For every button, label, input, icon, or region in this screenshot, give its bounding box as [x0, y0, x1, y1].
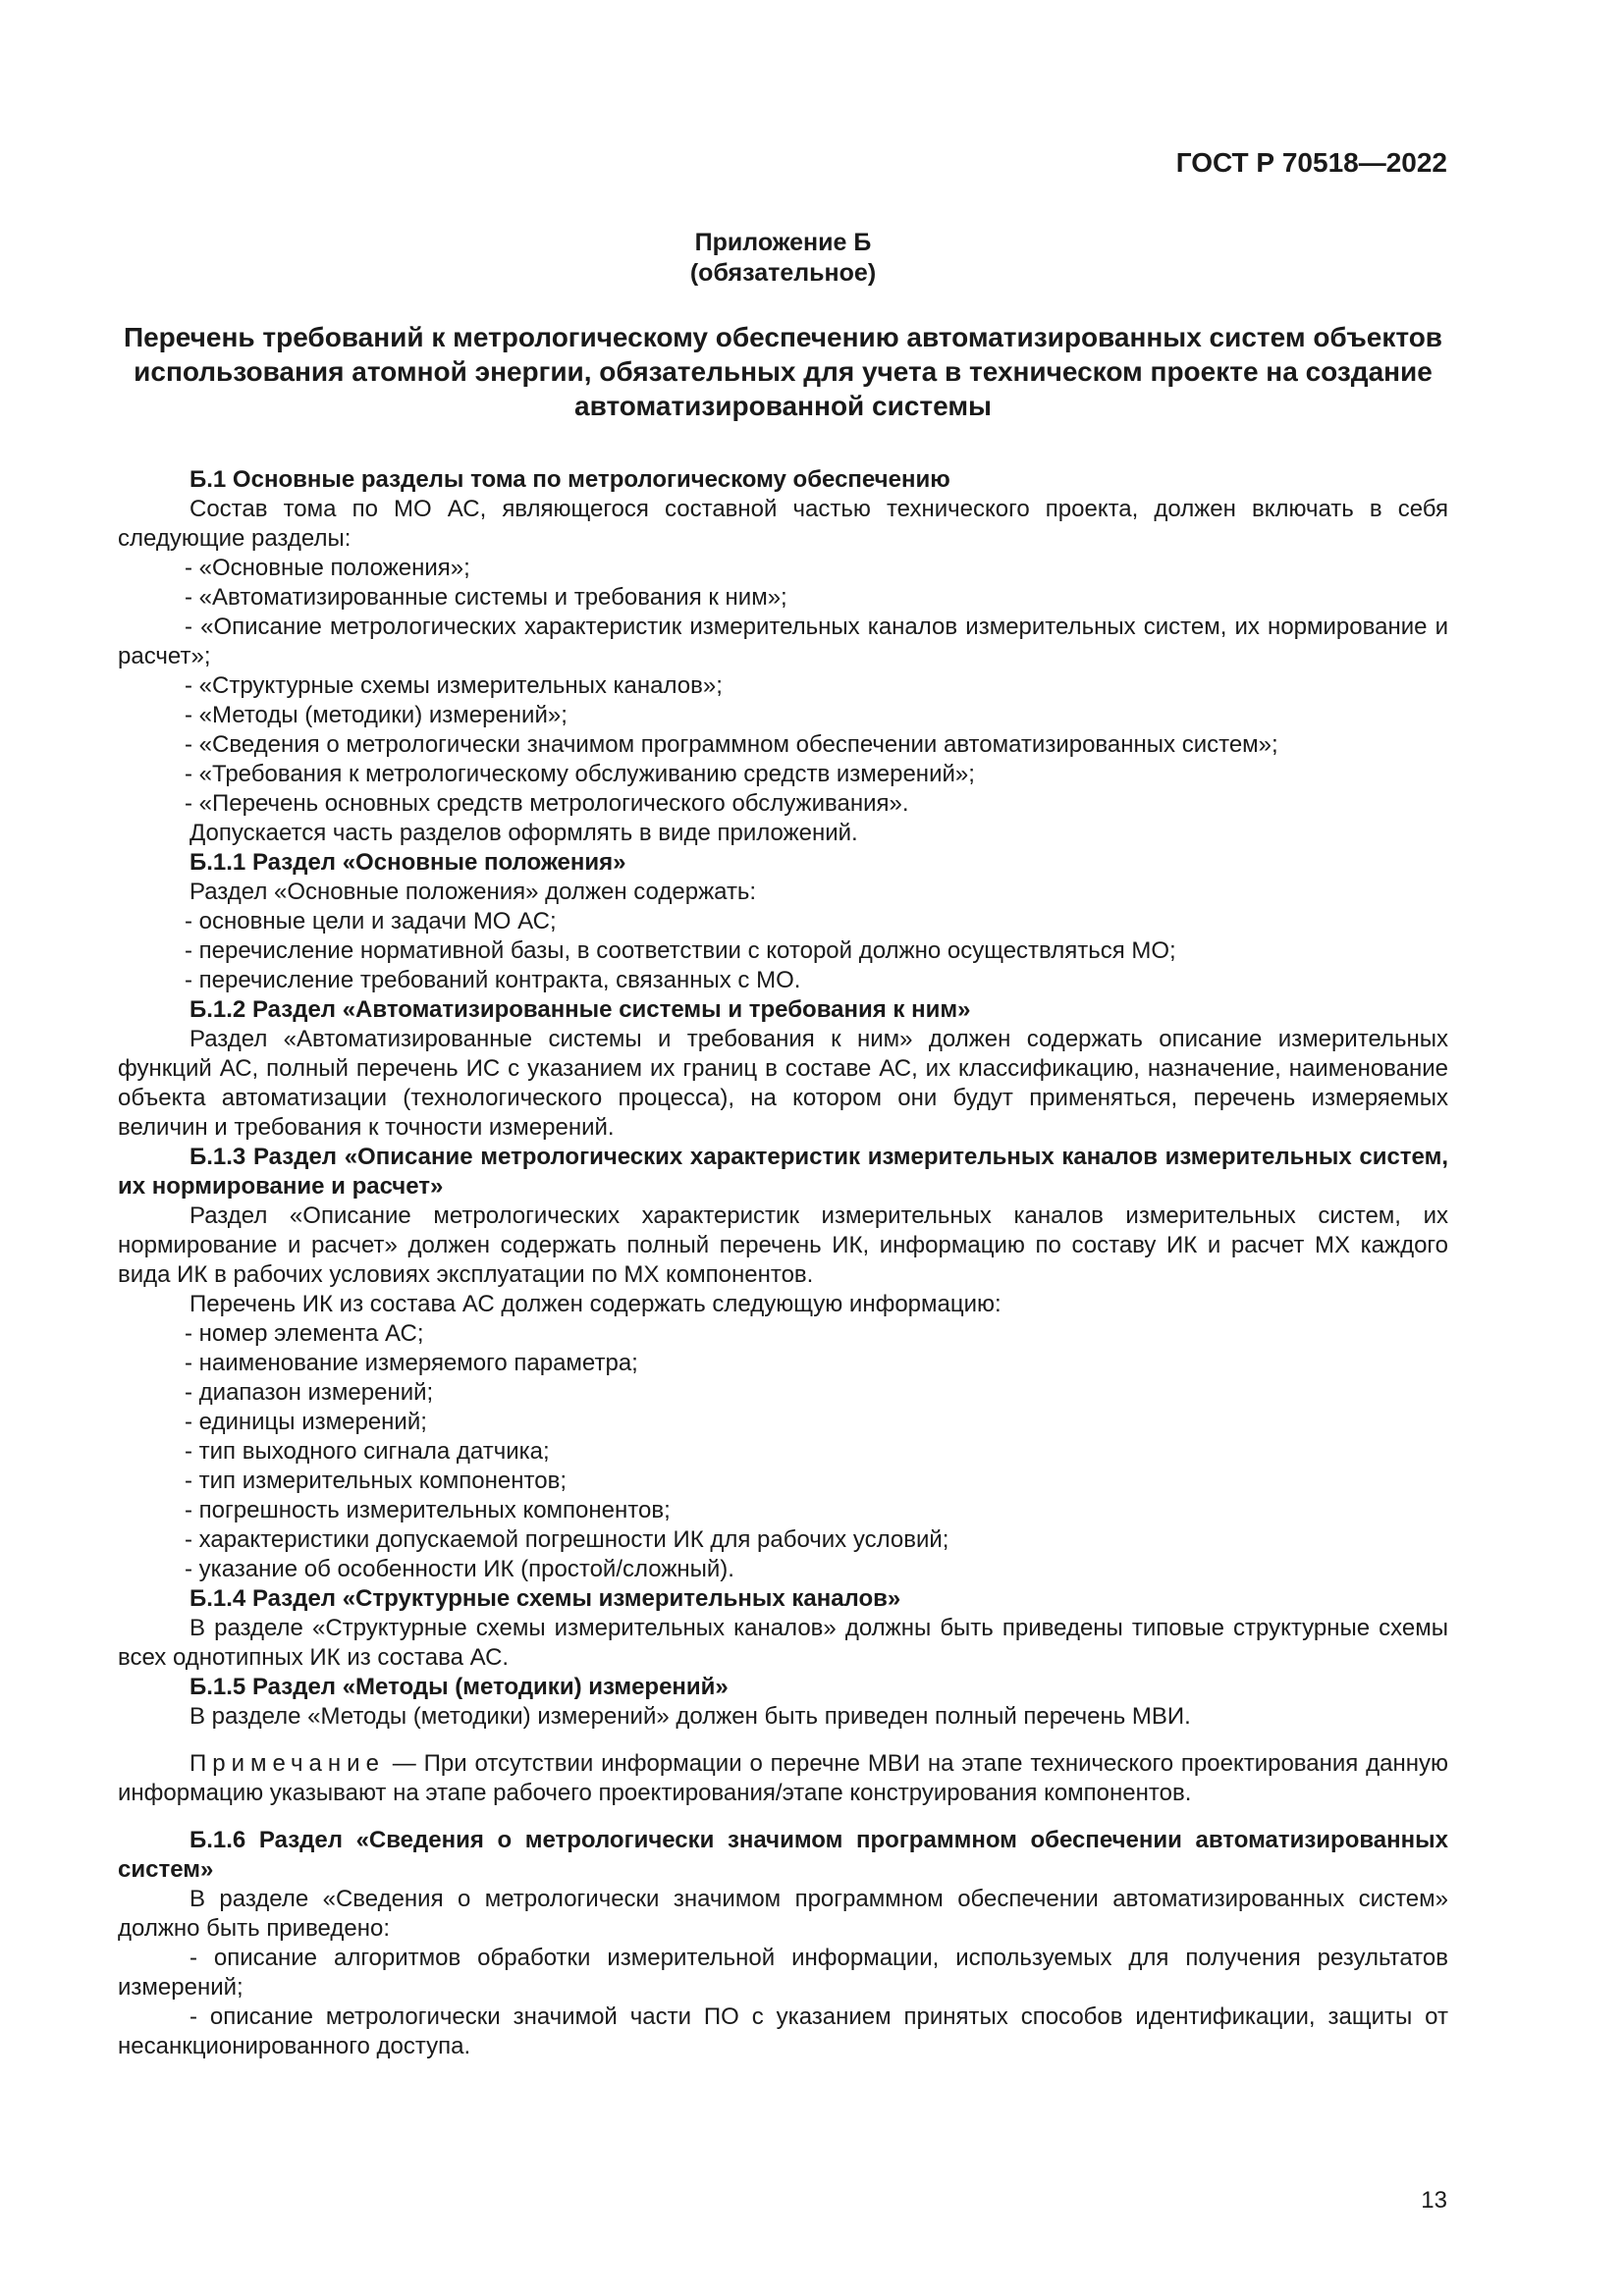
appendix-title-line: автоматизированной системы — [574, 391, 992, 421]
list-item: - описание метрологически значимой части ПО с указанием принятых способов идентификации, защиты от несанкционированного доступа. — [118, 2003, 1448, 2059]
document-code: ГОСТ Р 70518—2022 — [1175, 147, 1447, 178]
paragraph: Перечень ИК из состава АС должен содержать следующую информацию: — [189, 1291, 1001, 1317]
list-item: - «Сведения о метрологически значимом программном обеспечении автоматизированных систем»; — [185, 731, 1278, 758]
paragraph: Раздел «Основные положения» должен содержать: — [189, 879, 757, 905]
list-item: - перечисление нормативной базы, в соответствии с которой должно осуществляться МО; — [185, 937, 1176, 964]
paragraph: В разделе «Сведения о метрологически значимом программном обеспечении автоматизированных систем» должно быть приведено: — [118, 1886, 1448, 1942]
list-item: - перечисление требований контракта, связанных с МО. — [185, 967, 801, 993]
list-item: - наименование измеряемого параметра; — [185, 1350, 638, 1376]
list-item: - указание об особенности ИК (простой/сложный). — [185, 1556, 734, 1582]
page-number: 13 — [1421, 2187, 1447, 2214]
subsection-heading: Б.1.1 Раздел «Основные положения» — [189, 849, 626, 876]
subsection-heading: Б.1.3 Раздел «Описание метрологических характеристик измерительных каналов измерительных систем, их нормирование и расчет» — [118, 1144, 1448, 1200]
list-item: - «Автоматизированные системы и требования к ним»; — [185, 584, 787, 611]
list-item: - «Перечень основных средств метрологического обслуживания». — [185, 790, 909, 817]
document-body — [118, 465, 1448, 2061]
list-item: - единицы измерений; — [185, 1409, 427, 1435]
list-item: - «Структурные схемы измерительных каналов»; — [185, 672, 723, 699]
list-item: - «Описание метрологических характеристик измерительных каналов измерительных систем, их нормирование и расчет»; — [118, 614, 1448, 669]
list-item: - «Основные положения»; — [185, 555, 470, 581]
list-item: - характеристики допускаемой погрешности ИК для рабочих условий; — [185, 1526, 949, 1553]
subsection-heading: Б.1.2 Раздел «Автоматизированные системы и требования к ним» — [189, 996, 971, 1023]
paragraph: Допускается часть разделов оформлять в виде приложений. — [189, 820, 858, 846]
list-item: - диапазон измерений; — [185, 1379, 434, 1406]
paragraph: Раздел «Описание метрологических характеристик измерительных каналов измерительных систем, их нормирование и расчет» должен содержать полный перечень ИК, информацию по составу ИК и расчет МХ каждого вида ИК в рабочих условиях эксплуатации по МХ компонентов. — [118, 1202, 1448, 1288]
list-item: - номер элемента АС; — [185, 1320, 424, 1347]
appendix-heading — [118, 228, 1448, 289]
subsection-heading: Б.1.5 Раздел «Методы (методики) измерений» — [189, 1674, 729, 1700]
list-item: - «Методы (методики) измерений»; — [185, 702, 568, 728]
list-item: - основные цели и задачи МО АС; — [185, 908, 557, 934]
paragraph: В разделе «Структурные схемы измерительных каналов» должны быть приведены типовые структурные схемы всех однотипных ИК из состава АС. — [118, 1615, 1448, 1671]
list-item: - описание алгоритмов обработки измерительной информации, используемых для получения результатов измерений; — [118, 1945, 1448, 2001]
appendix-label: Приложение Б — [694, 229, 872, 256]
subsection-heading: Б.1.4 Раздел «Структурные схемы измерительных каналов» — [189, 1585, 901, 1612]
note-text: — При отсутствии информации о перечне МВИ на этапе технического проектирования данную информацию указывают на этапе рабочего проектирования/этапе конструирования компонентов. — [118, 1750, 1448, 1806]
appendix-title-line: использования атомной энергии, обязательных для учета в техническом проекте на создание — [134, 356, 1433, 387]
paragraph: Раздел «Автоматизированные системы и требования к ним» должен содержать описание измерительных функций АС, полный перечень ИС с указанием их границ в составе АС, их классификацию, назначение, наименование объекта автоматизации (технологического процесса), на котором они будут применяться, перечень измеряемых величин и требования к точности измерений. — [118, 1026, 1448, 1141]
appendix-title — [118, 320, 1448, 423]
list-item: - погрешность измерительных компонентов; — [185, 1497, 671, 1523]
section-heading: Б.1 Основные разделы тома по метрологическому обеспечению — [189, 466, 950, 493]
list-item: - тип измерительных компонентов; — [185, 1468, 567, 1494]
list-item: - тип выходного сигнала датчика; — [185, 1438, 550, 1465]
appendix-status: (обязательное) — [689, 259, 877, 287]
note — [118, 1749, 1448, 1808]
paragraph: Состав тома по МО АС, являющегося составной частью технического проекта, должен включать в себя следующие разделы: — [118, 496, 1448, 552]
note-label: Примечание — [189, 1750, 385, 1777]
paragraph: В разделе «Методы (методики) измерений» должен быть приведен полный перечень МВИ. — [189, 1703, 1191, 1730]
appendix-title-line: Перечень требований к метрологическому обеспечению автоматизированных систем объектов — [123, 322, 1443, 352]
list-item: - «Требования к метрологическому обслуживанию средств измерений»; — [185, 761, 975, 787]
subsection-heading: Б.1.6 Раздел «Сведения о метрологически значимом программном обеспечении автоматизированных систем» — [118, 1827, 1448, 1883]
